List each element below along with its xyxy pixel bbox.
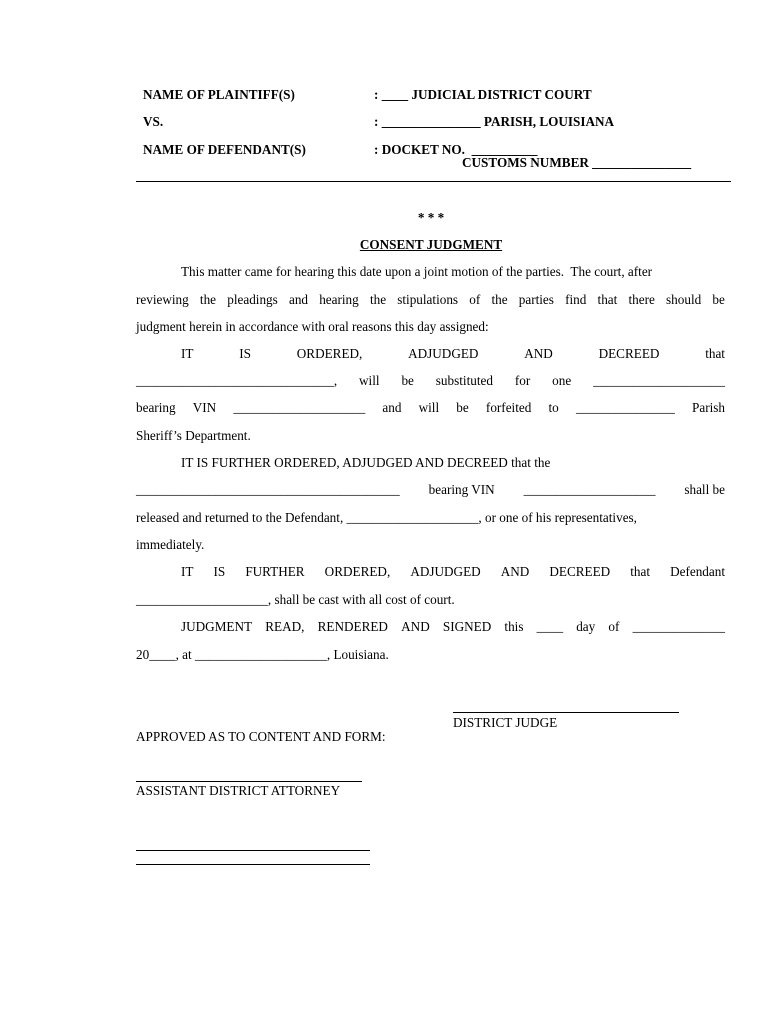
text-word: AND: [524, 346, 553, 361]
para1-line2: [136, 292, 725, 308]
text-word: IT: [181, 564, 194, 579]
approval-heading: APPROVED AS TO CONTENT AND FORM:: [136, 729, 386, 744]
text-word: be: [456, 400, 469, 415]
stars-separator: * * *: [417, 210, 445, 225]
text-word: that: [630, 564, 651, 579]
ada-signature-line: [136, 781, 362, 782]
text-word: that: [705, 346, 725, 361]
para4-line1: [181, 564, 725, 580]
text-word: and: [382, 400, 402, 415]
text-word: and: [288, 292, 309, 307]
text-word: shall be: [684, 482, 725, 497]
text-word: ______________________________,: [136, 373, 338, 388]
text-word: FURTHER: [245, 564, 305, 579]
para2-line4: Sheriff’s Department.: [136, 428, 251, 443]
text-word: ADJUDGED: [410, 564, 481, 579]
text-word: substituted: [435, 373, 493, 388]
text-word: bearing VIN: [428, 482, 495, 497]
extra-signature-line-2: [136, 864, 370, 865]
para4-line2: ____________________, shall be cast with all cost of court.: [136, 592, 455, 607]
para5-line2: 20____, at ____________________, Louisiana.: [136, 647, 389, 662]
customs-line: CUSTOMS NUMBER _______________: [462, 155, 692, 170]
para3-line1: IT IS FURTHER ORDERED, ADJUDGED AND DECREED that the: [181, 455, 551, 470]
text-word: ________________________________________: [136, 482, 400, 497]
text-word: day: [576, 619, 596, 634]
text-word: parties: [518, 292, 554, 307]
text-word: will: [418, 400, 440, 415]
text-word: JUDGMENT: [181, 619, 253, 634]
para2-line2: [136, 373, 725, 389]
text-word: ______________: [632, 619, 725, 634]
text-word: hearing: [319, 292, 359, 307]
text-word: be: [401, 373, 414, 388]
text-word: ____: [536, 619, 564, 634]
plaintiff-label: NAME OF PLAINTIFF(S): [143, 87, 295, 102]
text-word: _______________: [575, 400, 675, 415]
para3-line3: released and returned to the Defendant, ____________________, or one of his representatives,: [136, 510, 637, 525]
docket-line: : DOCKET NO. __________: [374, 142, 538, 157]
judge-signature-label: DISTRICT JUDGE: [453, 715, 558, 730]
text-word: find: [565, 292, 587, 307]
text-word: that: [597, 292, 618, 307]
text-word: of: [469, 292, 481, 307]
text-word: of: [608, 619, 620, 634]
text-word: for: [514, 373, 531, 388]
text-word: there: [628, 292, 655, 307]
court-line: : ____ JUDICIAL DISTRICT COURT: [374, 87, 592, 102]
text-word: ____________________: [523, 482, 656, 497]
para3-line2: [136, 482, 725, 498]
text-word: READ,: [265, 619, 305, 634]
text-word: IS: [239, 346, 251, 361]
text-word: RENDERED: [317, 619, 388, 634]
text-word: SIGNED: [442, 619, 492, 634]
para1-line3: judgment herein in accordance with oral reasons this day assigned:: [136, 319, 489, 334]
para3-line4: immediately.: [136, 537, 205, 552]
para2-line1: [181, 346, 725, 362]
text-word: IS: [213, 564, 226, 579]
text-word: one: [552, 373, 572, 388]
text-word: reviewing: [136, 292, 189, 307]
para5-line1: [181, 619, 725, 635]
text-word: the: [369, 292, 387, 307]
text-word: ____________________: [593, 373, 725, 388]
text-word: the: [491, 292, 508, 307]
text-word: ORDERED,: [296, 346, 363, 361]
text-word: AND: [401, 619, 430, 634]
extra-signature-line-1: [136, 850, 370, 851]
text-word: Parish: [692, 400, 725, 415]
text-word: ORDERED,: [324, 564, 391, 579]
text-word: this: [504, 619, 524, 634]
text-word: ____________________: [233, 400, 366, 415]
defendant-label: NAME OF DEFENDANT(S): [143, 142, 306, 157]
text-word: stipulations: [397, 292, 459, 307]
text-word: bearing: [136, 400, 176, 415]
text-word: VIN: [192, 400, 217, 415]
parish-line: : _______________ PARISH, LOUISIANA: [374, 114, 615, 129]
text-word: pleadings: [227, 292, 278, 307]
text-word: be: [712, 292, 725, 307]
caption-divider: [136, 181, 731, 182]
text-word: should: [666, 292, 702, 307]
text-word: the: [199, 292, 217, 307]
text-word: DECREED: [549, 564, 611, 579]
text-word: IT: [181, 346, 194, 361]
text-word: AND: [500, 564, 530, 579]
para2-line3: [136, 400, 725, 416]
vs-label: VS.: [143, 114, 164, 129]
text-word: Defendant: [670, 564, 725, 579]
para1-line1: This matter came for hearing this date upon a joint motion of the parties. The court, after: [181, 264, 653, 279]
ada-signature-label: ASSISTANT DISTRICT ATTORNEY: [136, 783, 341, 798]
text-word: forfeited: [485, 400, 532, 415]
text-word: DECREED: [598, 346, 660, 361]
document-title: CONSENT JUDGMENT: [359, 237, 503, 252]
text-word: to: [548, 400, 559, 415]
text-word: ADJUDGED: [408, 346, 479, 361]
judge-signature-line: [453, 712, 679, 713]
text-word: will: [359, 373, 380, 388]
